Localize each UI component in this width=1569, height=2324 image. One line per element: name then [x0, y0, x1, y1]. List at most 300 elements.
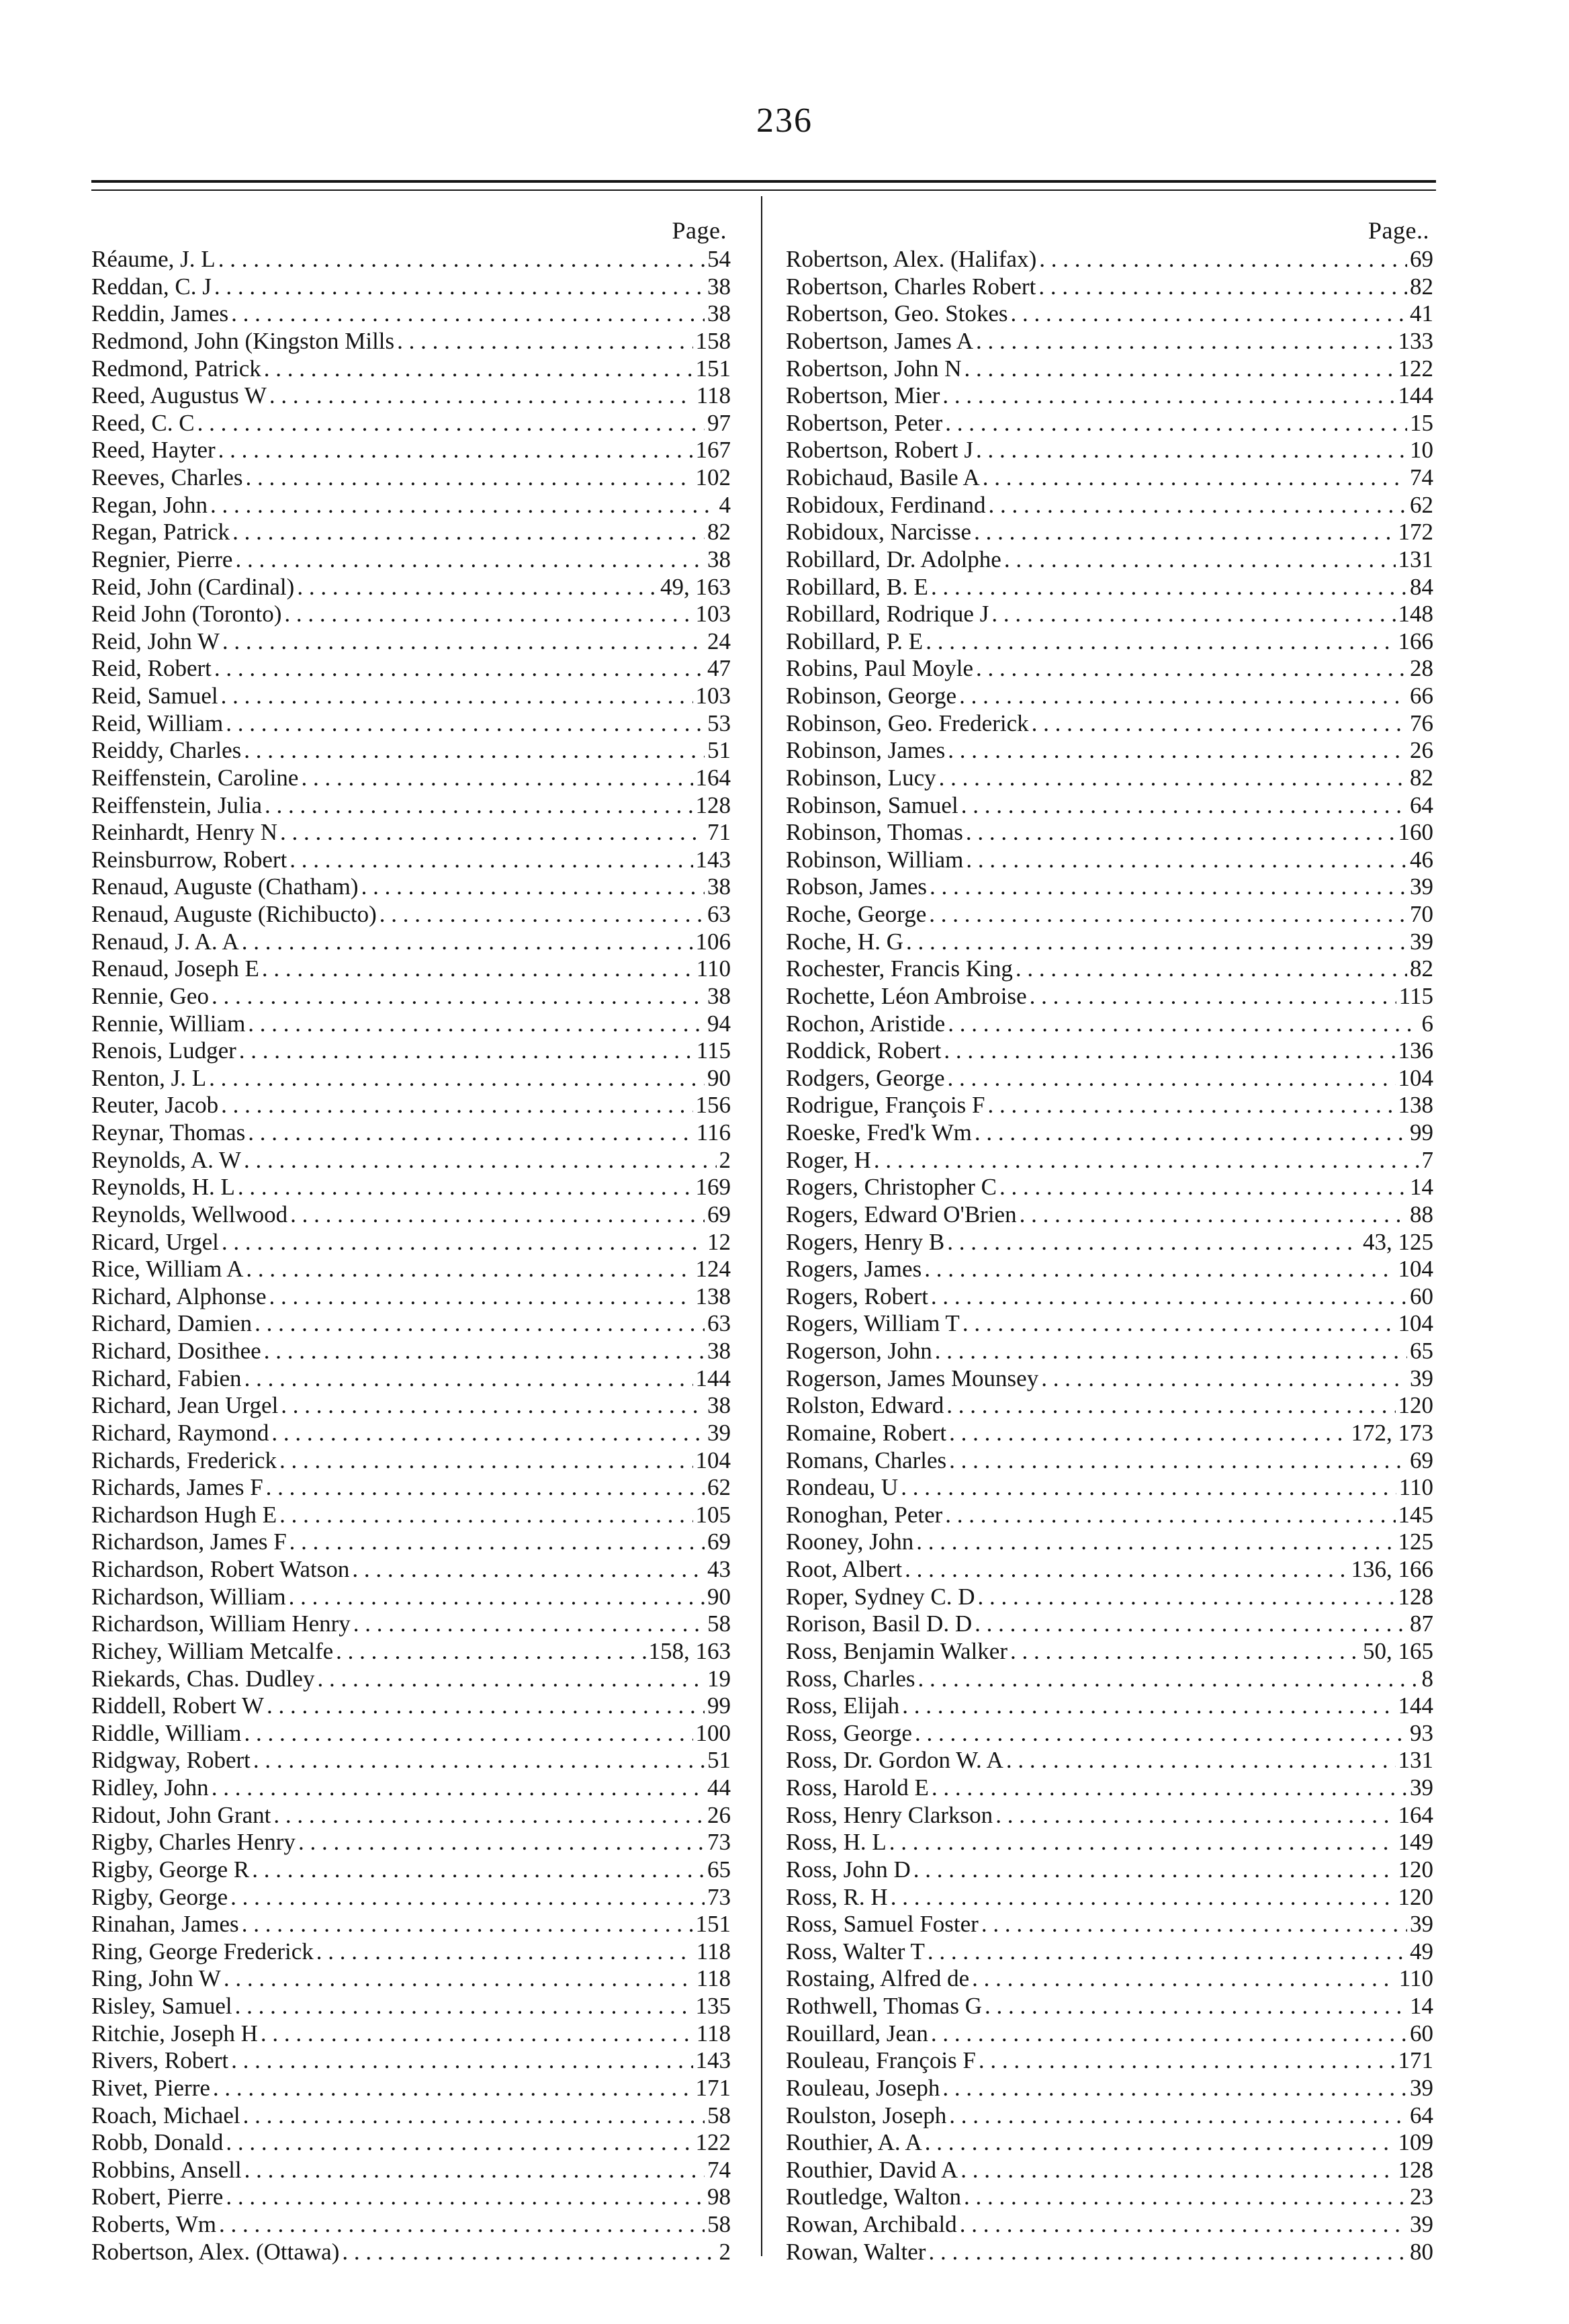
entry-page: 99 — [1410, 1119, 1433, 1146]
entry-name: Reynolds, H. L — [91, 1174, 235, 1201]
index-entry — [786, 1338, 1433, 1365]
entry-page: 51 — [707, 737, 731, 764]
dot-leader — [975, 1610, 1407, 1638]
dot-leader — [945, 410, 1407, 437]
entry-name: Ross, H. L — [786, 1829, 887, 1856]
entry-page: 65 — [1410, 1338, 1433, 1364]
entry-name: Ring, John W — [91, 1965, 221, 1992]
index-entry — [91, 2211, 731, 2239]
entry-name: Rostaing, Alfred de — [786, 1965, 970, 1992]
dot-leader — [988, 1092, 1396, 1119]
index-entry — [91, 1938, 731, 1966]
entry-name: Renton, J. L — [91, 1064, 207, 1091]
dot-leader — [242, 1911, 693, 1938]
index-entry — [91, 1065, 731, 1092]
index-entry — [786, 2102, 1433, 2130]
entry-page: 39 — [1410, 1774, 1433, 1801]
entry-page: 12 — [707, 1228, 731, 1255]
dot-leader — [985, 1993, 1407, 2020]
index-entry — [91, 2239, 731, 2266]
entry-page: 24 — [707, 628, 731, 654]
entry-name: Rodrigue, François F — [786, 1092, 985, 1119]
entry-name: Ross, Henry Clarkson — [786, 1801, 993, 1828]
dot-leader — [959, 683, 1407, 710]
index-entry — [91, 983, 731, 1010]
entry-name: Reuter, Jacob — [91, 1092, 219, 1119]
entry-name: Ross, John D — [786, 1856, 911, 1883]
entry-name: Renois, Ludger — [91, 1037, 236, 1064]
entry-name: Richard, Dosithee — [91, 1338, 261, 1364]
entry-page: 80 — [1410, 2238, 1433, 2265]
index-entry — [786, 1201, 1433, 1229]
entry-page: 28 — [1410, 655, 1433, 682]
dot-leader — [918, 1666, 1419, 1693]
entry-name: Regnier, Pierre — [91, 546, 233, 572]
dot-leader — [978, 1584, 1396, 1611]
index-entry — [91, 601, 731, 628]
dot-leader — [239, 1037, 694, 1065]
entry-name: Robillard, P. E — [786, 628, 924, 654]
dot-leader — [248, 1010, 705, 1038]
index-entry — [91, 1993, 731, 2020]
index-entry — [91, 1365, 731, 1393]
entry-name: Renaud, J. A. A — [91, 928, 239, 955]
index-entry — [91, 1965, 731, 1993]
entry-name: Ross, Walter T — [786, 1938, 925, 1965]
dot-leader — [273, 1802, 705, 1830]
index-entry — [91, 1774, 731, 1802]
index-entry — [786, 1584, 1433, 1611]
entry-page: 7 — [1421, 1146, 1433, 1173]
entry-page: 39 — [1410, 873, 1433, 900]
entry-name: Rennie, William — [91, 1010, 246, 1037]
index-entry — [91, 847, 731, 874]
entry-page: 98 — [707, 2184, 731, 2210]
entry-name: Robinson, Thomas — [786, 819, 963, 846]
entry-name: Riekards, Chas. Dudley — [91, 1665, 315, 1692]
dot-leader — [226, 2184, 705, 2211]
entry-name: Rigby, George R — [91, 1856, 250, 1883]
entry-page: 106 — [695, 928, 731, 955]
dot-leader — [317, 1666, 705, 1693]
entry-name: Ross, R. H — [786, 1883, 888, 1910]
index-entry — [786, 1010, 1433, 1038]
entry-name: Regan, Patrick — [91, 519, 230, 546]
entry-name: Robins, Paul Moyle — [786, 655, 974, 682]
dot-leader — [949, 2102, 1407, 2130]
index-entry — [91, 1119, 731, 1147]
index-entry — [786, 1556, 1433, 1584]
index-entry — [786, 1666, 1433, 1693]
entry-name: Renaud, Joseph E — [91, 955, 259, 982]
index-entry — [91, 1692, 731, 1720]
entry-name: Rouleau, François F — [786, 2047, 976, 2074]
index-entry — [786, 1829, 1433, 1856]
entry-page: 118 — [696, 1965, 731, 1992]
entry-name: Renaud, Auguste (Richibucto) — [91, 901, 377, 927]
entry-page: 104 — [1398, 1256, 1433, 1283]
index-entry — [786, 1365, 1433, 1393]
entry-page: 41 — [1410, 300, 1433, 327]
dot-leader — [284, 601, 692, 628]
header-rule-thin — [91, 189, 1436, 191]
entry-name: Roddick, Robert — [786, 1037, 942, 1064]
index-entry — [786, 847, 1433, 874]
dot-leader — [976, 437, 1407, 464]
dot-leader — [231, 300, 705, 328]
dot-leader — [988, 492, 1407, 519]
dot-leader — [974, 519, 1395, 546]
dot-leader — [221, 1092, 692, 1119]
dot-leader — [928, 2239, 1407, 2266]
entry-page: 6 — [1421, 1010, 1433, 1037]
entry-name: Roche, H. G — [786, 928, 903, 955]
entry-page: 105 — [695, 1501, 731, 1528]
dot-leader — [235, 1993, 693, 2020]
index-entry — [91, 2184, 731, 2211]
entry-page: 64 — [1410, 791, 1433, 818]
dot-leader — [232, 519, 705, 546]
entry-name: Rouillard, Jean — [786, 2020, 928, 2047]
index-entry — [786, 901, 1433, 929]
index-entry — [91, 2047, 731, 2075]
index-entry — [786, 955, 1433, 983]
left-column — [91, 216, 731, 2266]
index-entry — [786, 1802, 1433, 1830]
dot-leader — [397, 328, 692, 355]
entry-page: 118 — [696, 382, 731, 409]
index-entry — [91, 1884, 731, 1911]
entry-page: 38 — [707, 1392, 731, 1419]
entry-page: 8 — [1421, 1665, 1433, 1692]
entry-page: 172, 173 — [1351, 1419, 1433, 1446]
entry-page: 38 — [707, 1338, 731, 1364]
entry-page: 4 — [719, 491, 731, 518]
entry-name: Roach, Michael — [91, 2102, 240, 2128]
entry-name: Robertson, John N — [786, 355, 962, 382]
entry-name: Robertson, Robert J — [786, 437, 974, 464]
entry-name: Rogers, James — [786, 1256, 922, 1283]
entry-page: 118 — [696, 2020, 731, 2047]
entry-name: Robertson, Geo. Stokes — [786, 300, 1008, 327]
entry-page: 128 — [1398, 2156, 1433, 2183]
entry-page: 94 — [707, 1010, 731, 1037]
entry-page: 54 — [707, 246, 731, 272]
entry-page: 58 — [707, 1610, 731, 1637]
entry-name: Riddell, Robert W — [91, 1692, 264, 1719]
entry-name: Rogers, Edward O'Brien — [786, 1201, 1017, 1228]
index-entry — [91, 2157, 731, 2184]
dot-leader — [336, 1638, 645, 1666]
index-entry — [786, 1884, 1433, 1911]
dot-leader — [212, 983, 705, 1010]
entry-name: Ridley, John — [91, 1774, 209, 1801]
entry-name: Reinsburrow, Robert — [91, 846, 287, 873]
entry-name: Rothwell, Thomas G — [786, 1993, 982, 2019]
dot-leader — [891, 1884, 1396, 1911]
entry-page: 122 — [1398, 355, 1433, 382]
entry-name: Routhier, David A — [786, 2156, 958, 2183]
entry-name: Ritchie, Joseph H — [91, 2020, 258, 2047]
index-entry — [91, 464, 731, 492]
dot-leader — [901, 1474, 1396, 1502]
entry-page: 131 — [1398, 1747, 1433, 1774]
entry-name: Richardson, James F — [91, 1529, 287, 1555]
entry-page: 39 — [707, 1419, 731, 1446]
entry-page: 82 — [1410, 273, 1433, 300]
dot-leader — [269, 1283, 693, 1311]
index-entry — [91, 1829, 731, 1856]
index-entry — [91, 273, 731, 301]
dot-leader — [1004, 546, 1396, 574]
dot-leader — [253, 1747, 705, 1774]
entry-name: Robinson, William — [786, 846, 964, 873]
dot-leader — [926, 628, 1395, 656]
entry-name: Rooney, John — [786, 1529, 914, 1555]
entry-page: 73 — [707, 1829, 731, 1856]
index-entry — [786, 1938, 1433, 1966]
entry-name: Reid, Robert — [91, 655, 212, 682]
index-entry — [91, 1283, 731, 1311]
index-entry — [91, 792, 731, 820]
entry-name: Rodgers, George — [786, 1064, 945, 1091]
dot-leader — [379, 901, 705, 929]
entry-name: Ross, Charles — [786, 1665, 915, 1692]
dot-leader — [942, 382, 1395, 410]
entry-name: Roger, H — [786, 1146, 871, 1173]
entry-page: 62 — [707, 1474, 731, 1501]
entry-name: Rivet, Pierre — [91, 2074, 210, 2101]
entry-page: 69 — [1410, 246, 1433, 272]
index-entry — [91, 683, 731, 710]
entry-page: 104 — [1398, 1064, 1433, 1091]
entry-page: 23 — [1410, 2184, 1433, 2210]
entry-page: 60 — [1410, 2020, 1433, 2047]
entry-name: Reed, Hayter — [91, 437, 216, 464]
index-entry — [91, 1037, 731, 1065]
dot-leader — [902, 1692, 1395, 1720]
entry-name: Robinson, Geo. Frederick — [786, 709, 1029, 736]
index-entry — [91, 873, 731, 901]
entry-name: Rogerson, John — [786, 1338, 932, 1364]
index-entry — [91, 2020, 731, 2048]
entry-page: 69 — [1410, 1447, 1433, 1473]
index-entry — [91, 1201, 731, 1229]
dot-leader — [361, 873, 705, 901]
index-entry — [91, 1911, 731, 1938]
entry-page: 39 — [1410, 1365, 1433, 1391]
index-entry — [91, 1338, 731, 1365]
index-entry — [786, 492, 1433, 519]
index-entry — [91, 1720, 731, 1748]
entry-page: 125 — [1398, 1529, 1433, 1555]
dot-leader — [1011, 300, 1407, 328]
index-entry — [786, 574, 1433, 601]
entry-page: 84 — [1410, 573, 1433, 600]
entry-name: Reynar, Thomas — [91, 1119, 246, 1146]
entry-name: Richard, Damien — [91, 1310, 253, 1337]
entry-name: Ridgway, Robert — [91, 1747, 251, 1774]
dot-leader — [222, 1229, 705, 1256]
entry-name: Rogers, Henry B — [786, 1228, 945, 1255]
entry-page: 38 — [707, 300, 731, 327]
index-entry — [91, 1638, 731, 1666]
entry-name: Rowan, Archibald — [786, 2211, 957, 2237]
index-entry — [786, 546, 1433, 574]
entry-page: 109 — [1398, 2129, 1433, 2156]
entry-page: 167 — [695, 437, 731, 464]
index-entry — [91, 1747, 731, 1774]
entry-name: Ross, Dr. Gordon W. A — [786, 1747, 1003, 1774]
dot-leader — [948, 1010, 1419, 1038]
dot-leader — [316, 1938, 694, 1966]
dot-leader — [928, 1938, 1407, 1966]
index-entry — [91, 819, 731, 847]
dot-leader — [255, 1310, 705, 1338]
page-number: 236 — [756, 101, 813, 140]
dot-leader — [925, 2129, 1396, 2157]
entry-name: Reid, John (Cardinal) — [91, 573, 295, 600]
entry-name: Root, Albert — [786, 1556, 903, 1582]
dot-leader — [1030, 983, 1396, 1010]
dot-leader — [1032, 710, 1407, 738]
entry-page: 60 — [1410, 1283, 1433, 1309]
dot-leader — [995, 1802, 1395, 1830]
entry-page: 51 — [707, 1747, 731, 1774]
index-entry — [91, 328, 731, 355]
index-entry — [91, 519, 731, 546]
index-entry — [91, 1474, 731, 1502]
entry-name: Robson, James — [786, 873, 927, 900]
index-entry — [91, 382, 731, 410]
entry-page: 69 — [707, 1201, 731, 1228]
entry-page: 39 — [1410, 928, 1433, 955]
entry-name: Ross, Samuel Foster — [786, 1911, 979, 1938]
index-entry — [91, 1092, 731, 1119]
index-entry — [91, 1502, 731, 1529]
entry-name: Reiddy, Charles — [91, 737, 242, 764]
index-entry — [91, 2075, 731, 2102]
index-entry — [786, 2157, 1433, 2184]
entry-page: 38 — [707, 273, 731, 300]
dot-leader — [235, 546, 705, 574]
entry-name: Robillard, B. E — [786, 573, 928, 600]
header-rule-thick — [91, 180, 1436, 183]
index-entry — [91, 1420, 731, 1447]
entry-name: Reid, Samuel — [91, 683, 218, 709]
entry-name: Rennie, Geo — [91, 982, 209, 1009]
index-entry — [91, 1556, 731, 1584]
index-entry — [786, 437, 1433, 464]
entry-name: Ronoghan, Peter — [786, 1501, 943, 1528]
entry-page: 43 — [707, 1556, 731, 1582]
dot-leader — [1020, 1201, 1407, 1229]
dot-leader — [210, 492, 716, 519]
entry-name: Rolston, Edward — [786, 1392, 944, 1419]
entry-name: Richard, Raymond — [91, 1419, 269, 1446]
entry-name: Reynolds, A. W — [91, 1146, 241, 1173]
index-entry — [91, 437, 731, 464]
entry-name: Reddin, James — [91, 300, 229, 327]
dot-leader — [966, 819, 1396, 847]
entry-name: Rouleau, Joseph — [786, 2074, 940, 2101]
dot-leader — [979, 2047, 1396, 2075]
entry-page: 97 — [707, 409, 731, 436]
index-entry — [786, 2075, 1433, 2102]
entry-page: 133 — [1398, 327, 1433, 354]
entry-name: Roper, Sydney C. D — [786, 1583, 975, 1610]
entry-page: 169 — [695, 1174, 731, 1201]
dot-leader — [962, 1310, 1396, 1338]
entry-page: 144 — [1398, 382, 1433, 409]
entry-name: Richardson, William Henry — [91, 1610, 351, 1637]
index-entry — [786, 983, 1433, 1010]
index-entry — [786, 1310, 1433, 1338]
dot-leader — [916, 1529, 1395, 1556]
index-entry — [786, 1774, 1433, 1802]
entry-page: 104 — [1398, 1310, 1433, 1337]
index-entry — [786, 710, 1433, 738]
entry-page: 46 — [1410, 846, 1433, 873]
index-entry — [786, 628, 1433, 656]
entry-name: Robillard, Dr. Adolphe — [786, 546, 1001, 572]
index-entry — [786, 1092, 1433, 1119]
index-entry — [786, 1965, 1433, 1993]
dot-leader — [945, 1502, 1395, 1529]
dot-leader — [929, 901, 1407, 929]
index-entry — [786, 1692, 1433, 1720]
entry-page: 88 — [1410, 1201, 1433, 1228]
dot-leader — [267, 1692, 705, 1720]
entry-page: 103 — [695, 683, 731, 709]
dot-leader — [248, 1119, 694, 1147]
entry-name: Richey, William Metcalfe — [91, 1637, 334, 1664]
index-entry — [91, 1529, 731, 1556]
index-entry — [786, 2129, 1433, 2157]
entry-name: Rogers, William T — [786, 1310, 960, 1337]
entry-name: Robinson, Samuel — [786, 791, 958, 818]
index-entry — [786, 683, 1433, 710]
dot-leader — [983, 464, 1407, 492]
entry-page: 128 — [695, 791, 731, 818]
entry-page: 120 — [1398, 1856, 1433, 1883]
index-entry — [786, 1610, 1433, 1638]
dot-leader — [932, 1774, 1407, 1802]
entry-name: Richards, Frederick — [91, 1447, 277, 1473]
dot-leader — [964, 2184, 1407, 2211]
index-entry — [91, 628, 731, 656]
index-entry — [91, 1392, 731, 1420]
entry-name: Regan, John — [91, 491, 208, 518]
index-entry — [786, 1256, 1433, 1283]
entry-name: Robertson, Charles Robert — [786, 273, 1036, 300]
index-entry — [786, 328, 1433, 355]
dot-leader — [214, 273, 705, 301]
entry-page: 50, 165 — [1363, 1637, 1433, 1664]
entry-name: Reiffenstein, Julia — [91, 791, 263, 818]
entry-page: 82 — [707, 519, 731, 546]
index-entry — [786, 1037, 1433, 1065]
entry-name: Richard, Fabien — [91, 1365, 242, 1391]
index-entry — [786, 1447, 1433, 1475]
entry-page: 2 — [719, 1146, 731, 1173]
entry-page: 120 — [1398, 1883, 1433, 1910]
entry-page: 62 — [1410, 491, 1433, 518]
index-entry — [91, 955, 731, 983]
dot-leader — [930, 873, 1407, 901]
entry-name: Rogerson, James Mounsey — [786, 1365, 1039, 1391]
entry-name: Robbins, Ansell — [91, 2156, 242, 2183]
